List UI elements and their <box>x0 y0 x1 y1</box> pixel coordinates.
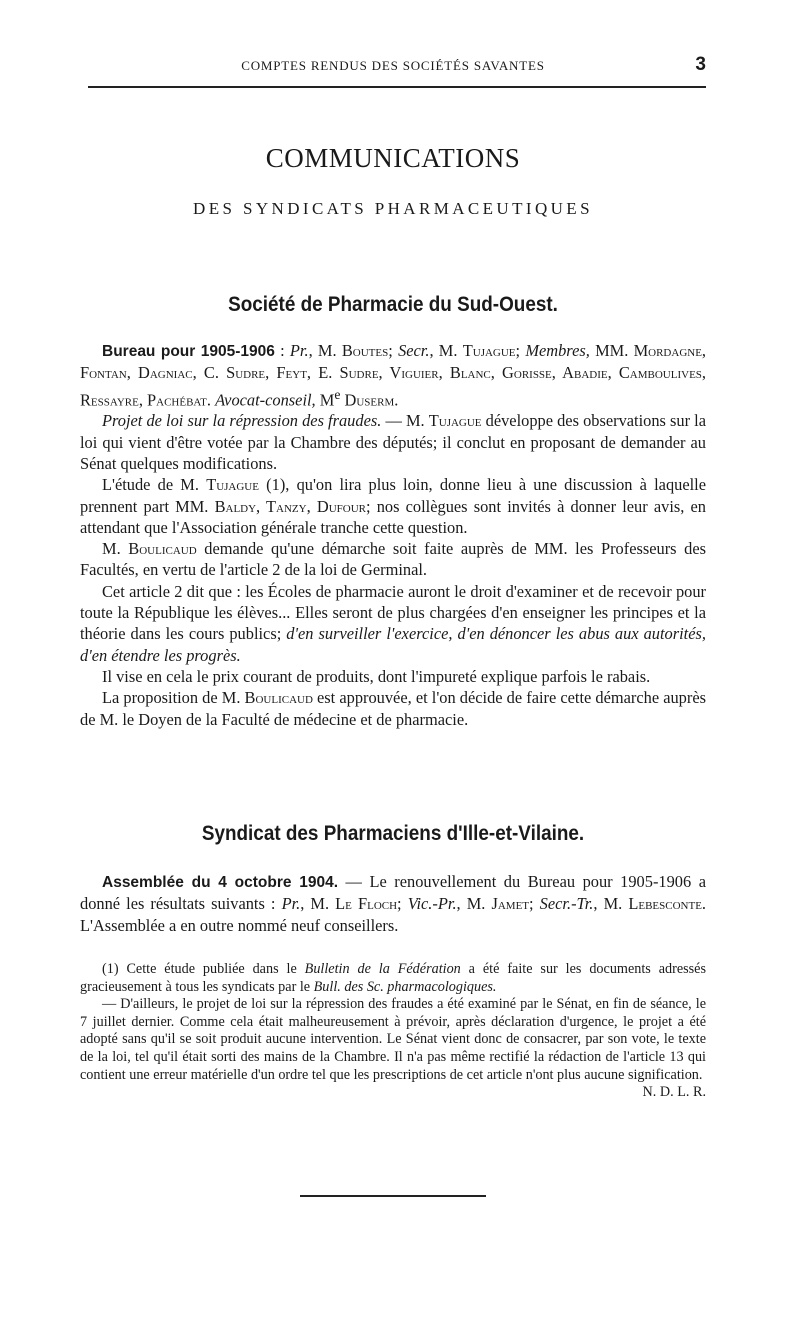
bureau-lead: Bureau pour 1905-1906 <box>102 343 275 360</box>
section-body-ille-et-vilaine <box>80 871 706 936</box>
running-title: COMPTES RENDUS DES SOCIÉTÉS SAVANTES <box>241 58 545 73</box>
assemblee-paragraph: Assemblée du 4 octobre 1904. — Le renouvellement du Bureau pour 1905-1906 a donné les résultats suivants : Pr., M. Le Floch; Vic.-Pr., M. Jamet; Secr.-Tr., M. Lebesconte. L'Assemblée a en outre nommé neuf conseillers. <box>80 872 707 935</box>
bureau-paragraph: Bureau pour 1905-1906 : Pr., M. Boutes; Secr., M. Tujague; Membres, MM. Mordagne, Fontan, Dagniac, C. Sudre, Feyt, E. Sudre, Viguier, Blanc, Gorisse, Abadie, Camboulives, Ressayre, Pachébat. Avocat-conseil, Me Duserm. <box>80 341 707 410</box>
page-number: 3 <box>695 54 706 75</box>
section-heading-sud-ouest: Société de Pharmacie du Sud-Ouest. <box>228 293 558 316</box>
section-heading-ille-et-vilaine: Syndicat des Pharmaciens d'Ille-et-Vilaine. <box>201 822 585 845</box>
footnote <box>80 961 706 1102</box>
footnote-signature: N. D. L. R. <box>642 1084 706 1101</box>
article-paragraph: Cet article 2 dit que : les Écoles de pharmacie auront le droit d'examiner et de recevoir pour toute la République les élèves... Elles seront de plus chargées d'en enseigner les principes et la théorie dans les cours publics; d'en surveiller l'exercice, d'en dénoncer les abus aux autorités, d'en étendre les progrès. <box>80 581 706 665</box>
prix-paragraph: Il vise en cela le prix courant de produits, dont l'impureté explique parfois le rabais. <box>102 666 651 686</box>
demarche-paragraph: M. Boulicaud demande qu'une démarche soit faite auprès de MM. les Professeurs des Facultés, en vertu de l'article 2 de la loi de Germinal. <box>80 539 706 580</box>
section-body-sud-ouest <box>80 340 706 730</box>
members-list: Mordagne, Fontan, Dagniac, C. Sudre, Feyt, E. Sudre, Viguier, Blanc, Gorisse, Abadie, Camboulives, Ressayre, Pachébat <box>80 341 707 410</box>
sub-title: DES SYNDICATS PHARMACEUTIQUES <box>193 199 593 218</box>
footnote-1: (1) Cette étude publiée dans le Bulletin de la Fédération a été faite sur les documents adressés gracieusement à tous les syndicats par le Bull. des Sc. pharmacologiques. <box>80 961 706 995</box>
running-header <box>80 56 706 78</box>
proposition-paragraph: La proposition de M. Boulicaud est approuvée, et l'on décide de faire cette démarche auprès de M. le Doyen de la Faculté de médecine et de pharmacie. <box>80 688 706 729</box>
president-name: Boutes <box>341 341 389 360</box>
closing-rule <box>300 1195 486 1197</box>
projet-loi-paragraph: Projet de loi sur la répression des fraudes. — M. Tujague développe des observations sur la loi qui vient d'être votée par la Chambre des députés; il conclut en proposant de demander au Sénat quelques modifications. <box>80 411 707 473</box>
secretary-name: Tujague <box>462 341 516 360</box>
header-rule <box>88 86 706 88</box>
main-title: COMMUNICATIONS <box>265 143 521 173</box>
avocat-name: Duserm <box>340 390 395 410</box>
etude-paragraph: L'étude de M. Tujague (1), qu'on lira plus loin, donne lieu à une discussion à laquelle prennent part MM. Baldy, Tanzy, Dufour; nos collègues sont invités à donner leur avis, en attendant que l'Association générale tranche cette question. <box>80 475 706 537</box>
assemblee-lead: Assemblée du 4 octobre 1904. <box>102 874 339 891</box>
footnote-2: — D'ailleurs, le projet de loi sur la répression des fraudes a été examiné par le Sénat, en fin de séance, le 7 juillet dernier. Comme cela était malheureusement à prévoir, après déclaration d'urgence, le projet a été adopté sans qu'il se soit produit aucune intervention. Le Sénat vient donc de consacrer, par son vote, le texte de la loi, tel qu'il était sorti des mains de la Chambre. Il n'a pas même rectifié la rédaction de l'article 13 qui contient une erreur matérielle d'un ordre tel que les prescriptions de cet article n'ont plus aucune signification. N. D. L. R. <box>80 996 706 1101</box>
projet-loi-title: Projet de loi sur la répression des fraudes. <box>102 411 382 431</box>
